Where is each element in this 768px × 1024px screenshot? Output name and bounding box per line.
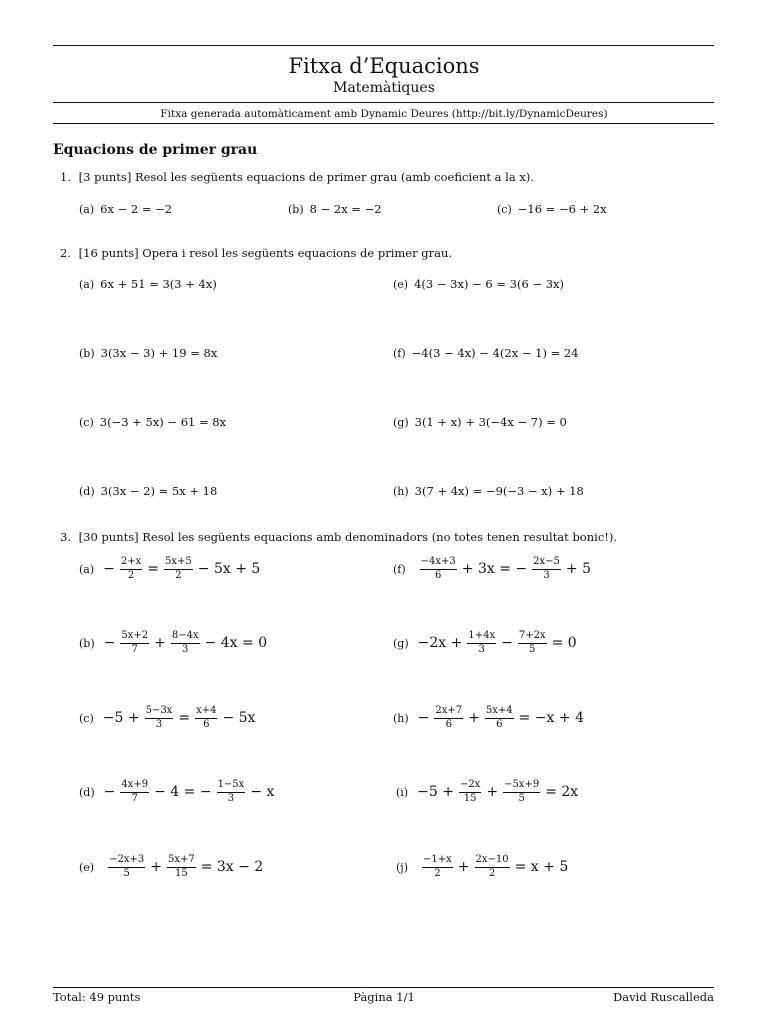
fraction: [475, 855, 510, 879]
numerator: −5x+9: [503, 780, 540, 793]
denominator: 2: [434, 867, 441, 879]
fraction: [459, 780, 481, 804]
fraction-equation: [412, 557, 594, 581]
term: +: [154, 635, 166, 651]
denominator: 5: [123, 867, 130, 879]
term: −: [417, 710, 430, 726]
fraction: [467, 631, 496, 655]
q2-item-e: [393, 277, 564, 291]
q3-item-a: [79, 557, 263, 581]
q2-item-c: [79, 415, 226, 429]
fraction: [195, 706, 217, 730]
question-3: [60, 530, 617, 544]
equation: 3(3x − 2) = 5x + 18: [100, 484, 218, 498]
fraction-equation: [101, 631, 271, 655]
item-label: (d): [79, 785, 95, 799]
numerator: 5x+4: [485, 706, 514, 719]
term: +: [468, 710, 480, 726]
item-label: (e): [79, 860, 95, 874]
term: −5 +: [102, 710, 140, 726]
numerator: 1+4x: [467, 631, 496, 644]
item-label: (a): [79, 562, 95, 576]
fraction-equation: [415, 706, 587, 730]
term: − x: [250, 784, 275, 800]
term: + 5: [565, 561, 591, 577]
q3-item-c: [79, 706, 258, 730]
q2-item-a: [79, 277, 217, 291]
item-label: (a): [79, 277, 95, 291]
denominator: 6: [496, 718, 503, 730]
numerator: 5−3x: [145, 706, 174, 719]
fraction: [120, 780, 149, 804]
denominator: 3: [543, 569, 550, 581]
equation: 3(3x − 3) + 19 = 8x: [100, 346, 218, 360]
denominator: 15: [463, 792, 477, 804]
question-1: [60, 170, 534, 184]
fraction: [503, 780, 540, 804]
fraction-equation: [415, 631, 580, 655]
fraction-equation: [100, 855, 266, 879]
item-label: (b): [79, 636, 95, 650]
fraction: [167, 855, 196, 879]
question-2: [60, 246, 452, 260]
q1-item-b: [288, 202, 382, 216]
fraction: [485, 706, 514, 730]
denominator: 3: [478, 643, 485, 655]
term: − 5x + 5: [197, 561, 261, 577]
question-number: 2.: [60, 246, 71, 260]
fraction: [108, 855, 145, 879]
q3-item-h: [393, 706, 587, 730]
denominator: 5: [529, 643, 536, 655]
item-label: (c): [79, 415, 94, 429]
fraction: [420, 557, 457, 581]
term: = x + 5: [514, 859, 569, 875]
term: +: [457, 859, 470, 875]
fraction: [164, 557, 193, 581]
numerator: −2x: [459, 780, 481, 793]
term: = 2x: [545, 784, 579, 800]
q3-item-e: [79, 855, 266, 879]
equation: 3(7 + 4x) = −9(−3 − x) + 18: [414, 484, 584, 498]
fraction: [518, 631, 547, 655]
term: +: [150, 859, 162, 875]
term: −2x +: [417, 635, 463, 651]
q3-item-b: [79, 631, 270, 655]
item-label: (c): [79, 711, 94, 725]
term: = 0: [551, 635, 577, 651]
item-label: (d): [79, 484, 95, 498]
term: − 4x = 0: [204, 635, 268, 651]
q3-item-d: [79, 780, 277, 804]
denominator: 7: [131, 792, 138, 804]
numerator: −1+x: [422, 855, 453, 868]
denominator: 6: [203, 718, 210, 730]
mid-rule: [53, 102, 714, 103]
q2-item-d: [79, 484, 217, 498]
item-label: (f): [393, 562, 406, 576]
q3-item-f: [393, 557, 594, 581]
denominator: 2: [127, 569, 135, 581]
denominator: 7: [131, 643, 138, 655]
term: − 4 = −: [154, 784, 212, 800]
footer-author: David Ruscalleda: [613, 990, 714, 1004]
term: +: [486, 784, 499, 800]
numerator: 1−5x: [217, 780, 246, 793]
numerator: 5x+7: [167, 855, 196, 868]
term: = 3x − 2: [200, 859, 264, 875]
fraction: [120, 631, 149, 655]
equation: 6x + 51 = 3(3 + 4x): [100, 277, 217, 291]
fraction: [217, 780, 246, 804]
equation: −16 = −6 + 2x: [517, 202, 607, 216]
page-subtitle: Matemàtiques: [333, 80, 435, 96]
term: −: [103, 561, 115, 577]
item-label: (b): [288, 202, 304, 216]
item-label: (g): [393, 636, 409, 650]
term: −: [501, 635, 513, 651]
fraction-equation: [414, 780, 581, 804]
question-number: 1.: [60, 170, 71, 184]
section-title: Equacions de primer grau: [53, 142, 258, 158]
numerator: 5x+2: [120, 631, 149, 644]
question-number: 3.: [60, 530, 71, 544]
q1-item-c: [497, 202, 607, 216]
generated-note: Fitxa generada automàticament amb Dynamic Deures (http://bit.ly/DynamicDeures): [160, 108, 608, 120]
q2-item-g: [393, 415, 567, 429]
term: − 5x: [222, 710, 256, 726]
numerator: −4x+3: [420, 557, 457, 570]
term: = −x + 4: [518, 710, 584, 726]
fraction: [145, 706, 174, 730]
term: −: [103, 784, 116, 800]
q3-item-g: [393, 631, 580, 655]
item-label: (i): [396, 785, 409, 799]
numerator: 2x+7: [434, 706, 463, 719]
item-label: (f): [393, 346, 406, 360]
question-text: [16 punts] Opera i resol les següents equacions de primer grau.: [78, 246, 453, 260]
equation: 6x − 2 = −2: [100, 202, 173, 216]
fraction-equation: [414, 855, 571, 879]
denominator: 5: [518, 792, 525, 804]
top-rule: [53, 45, 714, 46]
fraction: [422, 855, 453, 879]
denominator: 6: [445, 718, 452, 730]
term: −: [103, 635, 116, 651]
term: =: [147, 561, 160, 577]
footer-rule: [53, 987, 714, 988]
numerator: −2x+3: [108, 855, 145, 868]
fraction: [171, 631, 200, 655]
denominator: 6: [435, 569, 442, 581]
numerator: 7+2x: [518, 631, 547, 644]
item-label: (b): [79, 346, 95, 360]
numerator: 4x+9: [120, 780, 149, 793]
item-label: (c): [497, 202, 512, 216]
term: −5 +: [417, 784, 454, 800]
equation: 3(1 + x) + 3(−4x − 7) = 0: [414, 415, 567, 429]
equation: 4(3 − 3x) − 6 = 3(6 − 3x): [414, 277, 565, 291]
denominator: 3: [155, 718, 163, 730]
equation: 3(−3 + 5x) − 61 = 8x: [99, 415, 227, 429]
denominator: 3: [182, 643, 189, 655]
q1-item-a: [79, 202, 172, 216]
item-label: (e): [393, 277, 409, 291]
denominator: 3: [227, 792, 235, 804]
denominator: 15: [174, 867, 188, 879]
header-bottom-rule: [53, 123, 714, 124]
footer-total: Total: 49 punts: [53, 990, 141, 1004]
q2-item-h: [393, 484, 584, 498]
fraction-equation: [100, 557, 263, 581]
numerator: x+4: [195, 706, 217, 719]
term: + 3x = −: [461, 561, 528, 577]
numerator: 8−4x: [171, 631, 200, 644]
numerator: 2+x: [120, 557, 142, 570]
equation: −4(3 − 4x) − 4(2x − 1) = 24: [411, 346, 579, 360]
fraction: [434, 706, 463, 730]
item-label: (h): [393, 711, 409, 725]
q2-item-f: [393, 346, 579, 360]
question-text: [3 punts] Resol les següents equacions de primer grau (amb coeficient a la x).: [78, 170, 534, 184]
fraction-equation: [101, 780, 278, 804]
fraction: [532, 557, 561, 581]
q2-item-b: [79, 346, 217, 360]
q3-item-j: [396, 855, 571, 879]
page-title: Fitxa d’Equacions: [288, 54, 480, 78]
numerator: 5x+5: [164, 557, 193, 570]
item-label: (h): [393, 484, 409, 498]
item-label: (g): [393, 415, 409, 429]
numerator: 2x−5: [532, 557, 561, 570]
footer-page: Pàgina 1/1: [353, 990, 415, 1004]
denominator: 2: [175, 569, 182, 581]
item-label: (a): [79, 202, 95, 216]
equation: 8 − 2x = −2: [309, 202, 382, 216]
numerator: 2x−10: [475, 855, 510, 868]
denominator: 2: [488, 867, 496, 879]
term: =: [178, 710, 191, 726]
q3-item-i: [396, 780, 581, 804]
question-text: [30 punts] Resol les següents equacions amb denominadors (no totes tenen resultat bonic!).: [78, 530, 618, 544]
fraction: [120, 557, 142, 581]
item-label: (j): [396, 860, 408, 874]
fraction-equation: [100, 706, 259, 730]
